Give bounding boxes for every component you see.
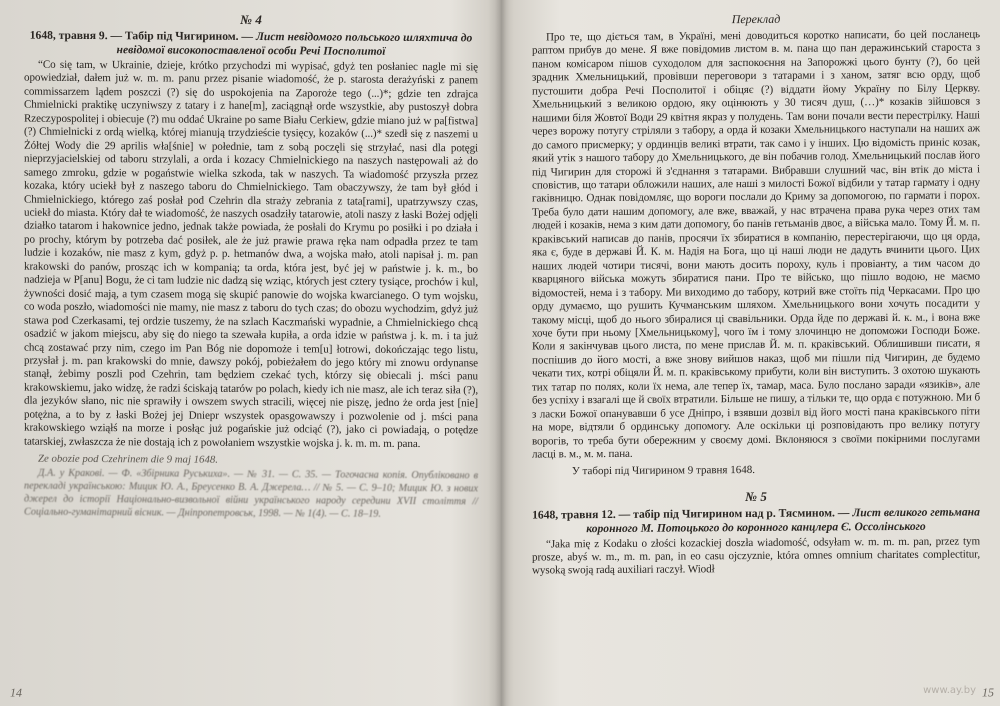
archival-source-note: Д.А. у Кракові. — Ф. «Збірника Руськиха». — № 31. — С. 35. — Тогочасна копія. Опубліковано в перекладі українською: Мицик Ю. А., Бреусенко В. А. Джерела… // № 5. — С. 9–10; Мицик Ю. з нових джерел до історії Національно-визвольної війни українського народу середини XVII століття // Соціально-гуманітарний вісник. — Дніпропетровськ, 1998. — № 1(4). — С. 18–19. xyxy=(24,467,478,520)
polish-letter-text: “Co się tam, w Ukrainie, dzieje, krótko przychodzi mi wypisać, gdyż ten posłaniec nagle mi się opowiedział, dałem już w. m. m. panu przez pisanie wiadomość, że p. starosta derażyński z panem commissarzem lądem poszczi (?) się do uspokojenia na Zaporoże tego (...)*; gdzie ten zdrajca Chmielnicki praktikę uczyniwszy z tatary i z hane[m], zaciągnął orde wszystkie, aby pustoszył dobra Rzeczypospolitej i obiecuje (?) mu oddać Ukraine po same Biału Cerkiew, gdzie miano już w pa[fistwa](?) Chmielnicki z ordą wielką, której mianują trzydzieście tysięcy, kozaków (...)* szedł się z naszemi u Żółtej Wody die 29 aprilis wła[śnie] w połednie, tam z sobą poczęli się strzyłać, nasi dla potęgi nieprzyjacielskiej od taboru strzylali, a orda i kozacy Chmielnickiego na naszych następowali aż do samego zmroku, gdzie w pogaństwie wielka szkoda, tak w naszych. Ta wiadomość przyszła przez kozaka, który uciekł był z naszego taboru do Chmielnickiego. Tam obaczywszy, że tam był głód i Chmielnickiego, którego zaś posłał pod Czehrin dla straży zebrania z tata[rami], upatrzywszy czas, uciekł do miasta. Który dał te wiadomość, że naszych osadziły tatarowie, atoli naszy z łaski Bożej odjęli działko tatarom i hakownice jedno, jednak także powiada, że posłali do Krymu po posiłki i po działa i po prochy, którym by potrzeba dać posiłek, ale że już prawie prawa ręka nam odpadła przez te tam ludzie i kozaków, nie masz z kym, gdyż p. p. hetmanów dwa, a wojska mało, atoli napisał j. m. pan krakowski do panów, prosząc ich w kompanią; ta orda, która jest, być jej w państwie j. k. m., bo nadzieja w P[anu] Bogu, że ci tam ludzie nic dadzą się wziąc, których jest cztery tysiące, prochów i kul, żywności dosić mają, a tym czasem mogą się skupić panowie do wojska kwarcianego. O tym wojsku, co woda poszło, wiadomości nie mamy, nie masz z taboru do tych czas; do obozu wychodzim, gdyż już stawa pod Czerkasami, tej ordzie tuszemy, że na szlach Kaczmański wypadnie, a Chmielnickiego chcą osadzić w jakom miejscu, aby się do niego ta szewała kupiła, a orda idzie w państwa j. k. m. i ta już chcą zostawać przy nim, czego im Pan Bóg nie dopomoże i tem[u] łotrowi, dokończając tego listu, przysłał j. m. pan krakowski do mnie, dawszy pokój, pobieżałem do jego który mi znowu ordynanse stanął, żebimy poszli pod Czehrin, tam będziem czekać tych, którzy się obiecali j. mści panu krakowskiemu, jako widzę, że radzi ściskają tatarów po polach, kiedy ich nie masz, ale ich teraz siła (?), dla jezyków słano, nic nie sprawiły i owszem swych stracili, więcej nie piszę, jedno że orda jest [nie] potężna, a to by z łaski Bożej jej Dniepr wszystek opasgowawszy i pozwolenie od j. mści pana krakowskiego wziąłś na morze i posłąc już pogańskie już odciąć (?), jako ci powiadają, o potędze tatarskiej, zwłaszcza że nie dostają ich z powołaniem wszystkie wojska j. k. m. m. m. pana. xyxy=(24,58,478,450)
document-heading-2 xyxy=(532,505,980,536)
page-number-right: 15 xyxy=(982,685,994,700)
translation-title: Переклад xyxy=(731,11,781,27)
document-heading-2-title: — Лист великого гетьмана коронного М. Потоцького до коронного канцлера Є. Оссолінського xyxy=(586,504,980,535)
translation-text: Про те, що діється там, в Україні, мені доводиться коротко написати, бо цей посланець раптом прибув до мене. Я вже повідомив листом в. м. пана що пан деражинський староста з паном комісаром пішов суходолом для заспокоєння на Запорожжі цього бунту (?), бо цей зрадник Хмельницький, провівши переговори з татарами і з ханом, затяг всю орду, щоб пустошити добра Речі Посполитої і обіцяє (?) віддати йому Україну по Білу Церкву. Хмельницький з великою ордою, яку оцінюють у 30 тисяч душ, (…)* козаків зійшовся з нашими біля Жовтої Води 29 квітня якраз у полудень. Там вони почали вести перестрілку. Наші через ворожу потугу стріляли з табору, а орда й козаки Хмельницького наступали на наших аж до самого присмерку; у ординців великі втрати, так само і у інших. Цю відомість приніс козак, який утік з нашого табору до Хмельницького, де він побачив голод. Хмельницький послав його під Чигирин для сторожі й з'єднання з татарами. Вибравши слушний час, він втік до міста і сповістив, що татари обложили наших, але наші з милості Божої відбили у татар гармату і одну гаківницю. Однак повідомляє, що вороги послали до Криму за допомогою, по гармати і порох. Треба було дати нашим допомогу, але вже, вважай, у нас втрачена права рука через отих там людей і козаків, нема з ким дати допомогу, бо панів гетьманів двоє, а війська мало. Тому Й. м. п. краківський написав до панів, просячи їх збиратися в компанію, перестерігаючи, що ця орда, яка є, буде в державі Й. К. м. Надія на Бога, що ці наші люди не дадуть вчинити цього. Цих наших людей чотири тисячі, вони мають досить пороху, куль і провіанту, а тим часом до кварцяного війська можуть збиратися пани. Про те військо, що пішло водою, не маємо відомостей, нема і з табору. Ми виходимо до табору, котрий вже стоїть під Черкасами. Про цю орду думаємо, що рушить Кучманським шляхом. Хмельницького вони хочуть посадити у такому місці, щоб до нього збиралися ці свавільники. Орда йде по державі й. к. м., і вона вже хоче бути при ньому [Хмельницькому], чого їм і тому злочинцю не допоможи Господи Боже. Коли я закінчував цього листа, по мене прислав Й. м. п. краківський. Облишивши писати, я поспішив до його мості, а вже знову вийшов наказ, щоб ми пішли під Чигирин, де будемо чекати тих, котрі обіцяли Й. м. п. краківському прибути, коли він виступить. З охотою шукають тих татар по полях, коли їх нема, але тепер їх, тамар, маса. Було послано заради «язиків», але без успіху і взагалі ще й своїх втратили. Більше не пишу, а тільки те, що орда є потужною. Ми б з ласки Божої опанувавши б усе Дніпро, і взявши дозвіл від його мості пана краківського піти на море, відтяли б ординську допомогу. Але оскільки ці розповідають про велику потугу ворогів, то треба бути обережним у своєму домі. Вклоняюся з своїми покірними послугами ласці в. м., м. м. пана. xyxy=(532,28,980,461)
translation-signoff: У таборі під Чигирином 9 травня 1648. xyxy=(572,463,755,477)
page-number-left: 14 xyxy=(10,685,22,700)
document-number-2: № 5 xyxy=(745,488,767,504)
second-letter-text: “Jaka mię z Kodaku o złości kozackiej doszła wiadomość, odsyłam w. m. m. m. pan, przez tym prosze, abyś w. m., m. m. pan, in eo casu ojczyznie, która omnes omnium charitates complectitur, wysoką swoją radą auxiliari raczył. Wiodł xyxy=(532,534,980,577)
right-page xyxy=(502,0,1000,706)
document-heading-date: 1648, травня 9. — Табір під Чигирином. xyxy=(29,28,239,43)
document-heading-title: — Лист невідомого польського шляхтича до невідомої високопоставленої особи Речі Посполитої xyxy=(116,29,473,58)
letter-closing: Ze obozie pod Czehrinem die 9 maj 1648. xyxy=(38,452,218,466)
document-heading xyxy=(24,29,478,60)
document-heading-2-date: 1648, травня 12. — табір під Чигирином над р. Тясмином. xyxy=(532,505,835,522)
watermark: www.ay.by xyxy=(923,685,976,696)
document-number: № 4 xyxy=(240,11,262,28)
